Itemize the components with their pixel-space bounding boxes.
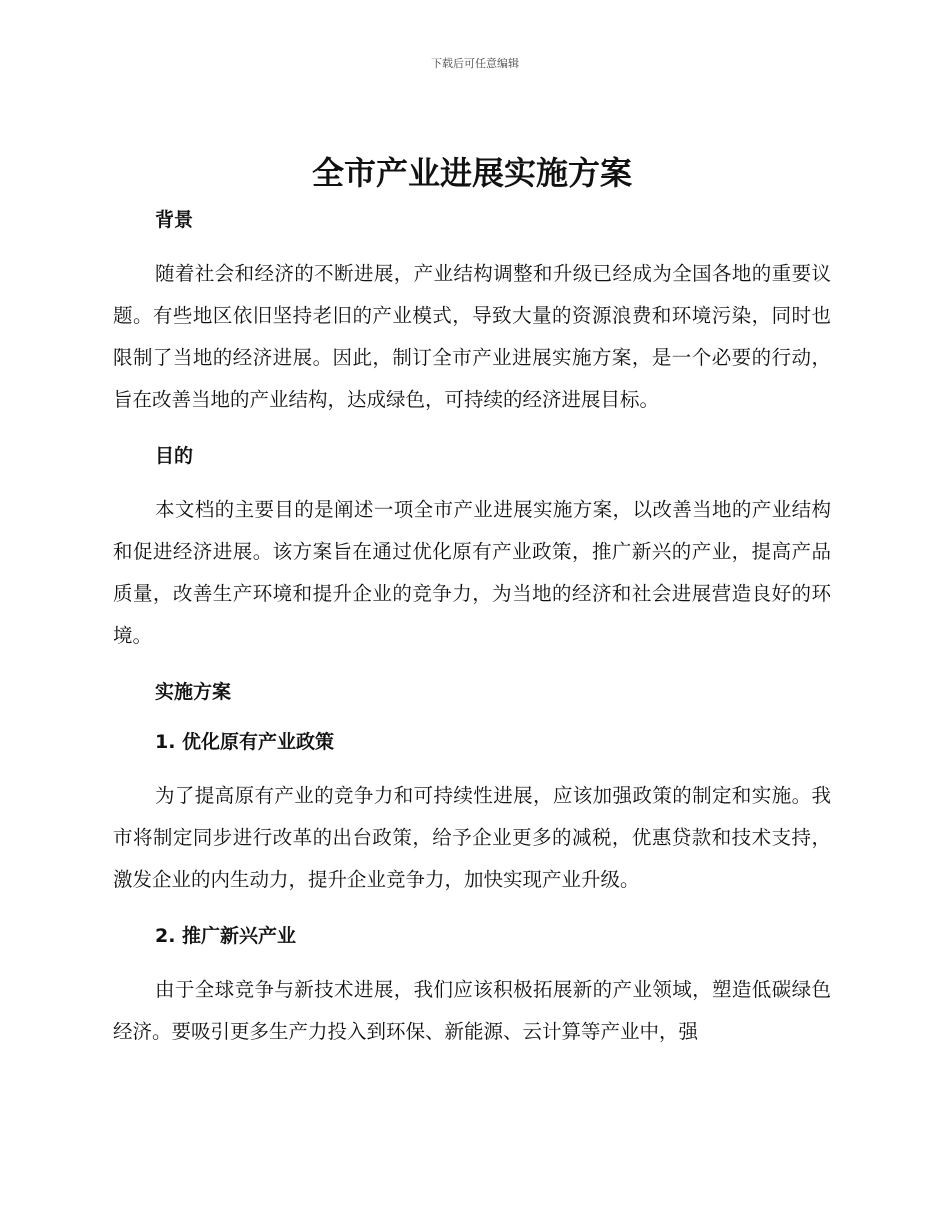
document-title: 全市产业进展实施方案 — [311, 154, 632, 192]
paragraph-background: 随着社会和经济的不断进展，产业结构调整和升级已经成为全国各地的重要议题。有些地区依旧坚持老旧的产业模式，导致大量的资源浪费和环境污染，同时也限制了当地的经济进展。因此，制订全市产业进展实施方案，是一个必要的行动，旨在改善当地的产业结构，达成绿色，可持续的经济进展目标。 — [113, 262, 831, 411]
subheading-optimize-policy: 1. 优化原有产业政策 — [155, 731, 335, 753]
section-heading-implementation: 实施方案 — [155, 681, 232, 703]
section-heading-purpose: 目的 — [155, 445, 194, 467]
document-body — [113, 145, 831, 1053]
paragraph-optimize-policy: 为了提高原有产业的竞争力和可持续性进展，应该加强政策的制定和实施。我市将制定同步进行改革的出台政策，给予企业更多的减税，优惠贷款和技术支持，激发企业的内生动力，提升企业竞争力，加快实现产业升级。 — [113, 784, 831, 891]
paragraph-purpose: 本文档的主要目的是阐述一项全市产业进展实施方案，以改善当地的产业结构和促进经济进展。该方案旨在通过优化原有产业政策，推广新兴的产业，提高产品质量，改善生产环境和提升企业的竞争力，为当地的经济和社会进展营造良好的环境。 — [113, 498, 831, 647]
section-heading-background: 背景 — [155, 209, 194, 231]
subheading-emerging-industries: 2. 推广新兴产业 — [155, 925, 297, 947]
paragraph-emerging-industries: 由于全球竞争与新技术进展，我们应该积极拓展新的产业领域，塑造低碳绿色经济。要吸引更多生产力投入到环保、新能源、云计算等产业中，强 — [113, 978, 831, 1043]
page-header-note: 下载后可任意编辑 — [431, 57, 519, 70]
